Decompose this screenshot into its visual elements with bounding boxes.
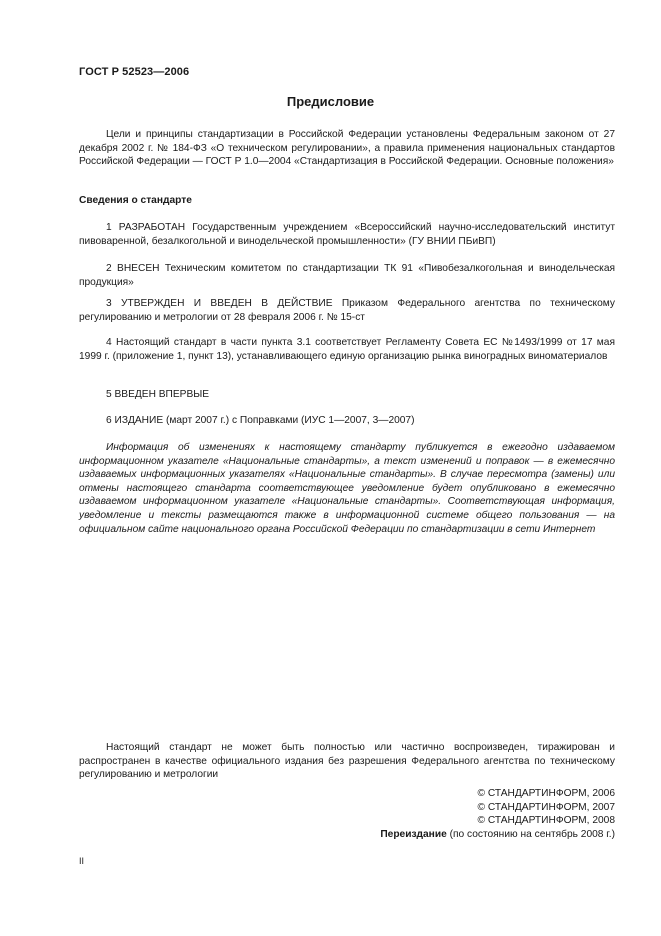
copyright-block	[79, 787, 615, 841]
reissue-line	[79, 828, 615, 842]
item-1: 1 РАЗРАБОТАН Государственным учреждением «Всероссийский научно-исследовательский институт пивоваренной, безалкогольной и винодельческой промышленности» (ГУ ВНИИ ПБиВП)	[79, 222, 615, 247]
info-note: Информация об изменениях к настоящему стандарту публикуется в ежегодно издаваемом информационном указателе «Национальные стандарты», а текст изменений и поправок — в ежемесячно издаваемых информационных указателях «Национальные стандарты». В случае пересмотра (замены) или отмены настоящего стандарта соответствующее уведомление будет опубликовано в ежемесячно издаваемом информационном указателе «Национальные стандарты». Соответствующая информация, уведомление и тексты размещаются также в информационной системе общего пользования — на официальном сайте национального органа Российской Федерации по стандартизации в сети Интернет	[79, 442, 615, 535]
reissue-label: Переиздание	[380, 828, 447, 840]
item-6: 6 ИЗДАНИЕ (март 2007 г.) с Поправками (ИУС 1—2007, 3—2007)	[106, 415, 415, 426]
item-3: 3 УТВЕРЖДЕН И ВВЕДЕН В ДЕЙСТВИЕ Приказом Федерального агентства по техническому регулированию и метрологии от 28 февраля 2006 г. № 15-ст	[79, 298, 615, 323]
copyright-notice: Настоящий стандарт не может быть полностью или частично воспроизведен, тиражирован и распространен в качестве официального издания без разрешения Федерального агентства по техническому регулированию и метрологии	[79, 742, 615, 781]
copyright-line: © СТАНДАРТИНФОРМ, 2006	[477, 788, 615, 799]
document-code: ГОСТ Р 52523—2006	[79, 66, 190, 78]
item-4: 4 Настоящий стандарт в части пункта 3.1 соответствует Регламенту Совета ЕС №1493/1999 от 17 мая 1999 г. (приложение 1, пункт 13), устанавливающего единую организацию рынка виноградных виноматериалов	[79, 337, 615, 362]
item-2: 2 ВНЕСЕН Техническим комитетом по стандартизации ТК 91 «Пивобезалкогольная и винодельческая продукция»	[79, 263, 615, 288]
intro-paragraph: Цели и принципы стандартизации в Российской Федерации установлены Федеральным законом от 27 декабря 2002 г. № 184-ФЗ «О техническом регулировании», а правила применения национальных стандартов Российской Федерации — ГОСТ Р 1.0—2004 «Стандартизация в Российской Федерации. Основные положения»	[79, 129, 615, 168]
page-title: Предисловие	[286, 94, 375, 109]
reissue-text: (по состоянию на сентябрь 2008 г.)	[446, 828, 615, 840]
page-number: II	[79, 856, 85, 866]
item-5: 5 ВВЕДЕН ВПЕРВЫЕ	[106, 389, 210, 400]
section-title: Сведения о стандарте	[79, 195, 192, 206]
copyright-line: © СТАНДАРТИНФОРМ, 2008	[477, 815, 615, 827]
copyright-line: © СТАНДАРТИНФОРМ, 2007	[477, 801, 615, 813]
